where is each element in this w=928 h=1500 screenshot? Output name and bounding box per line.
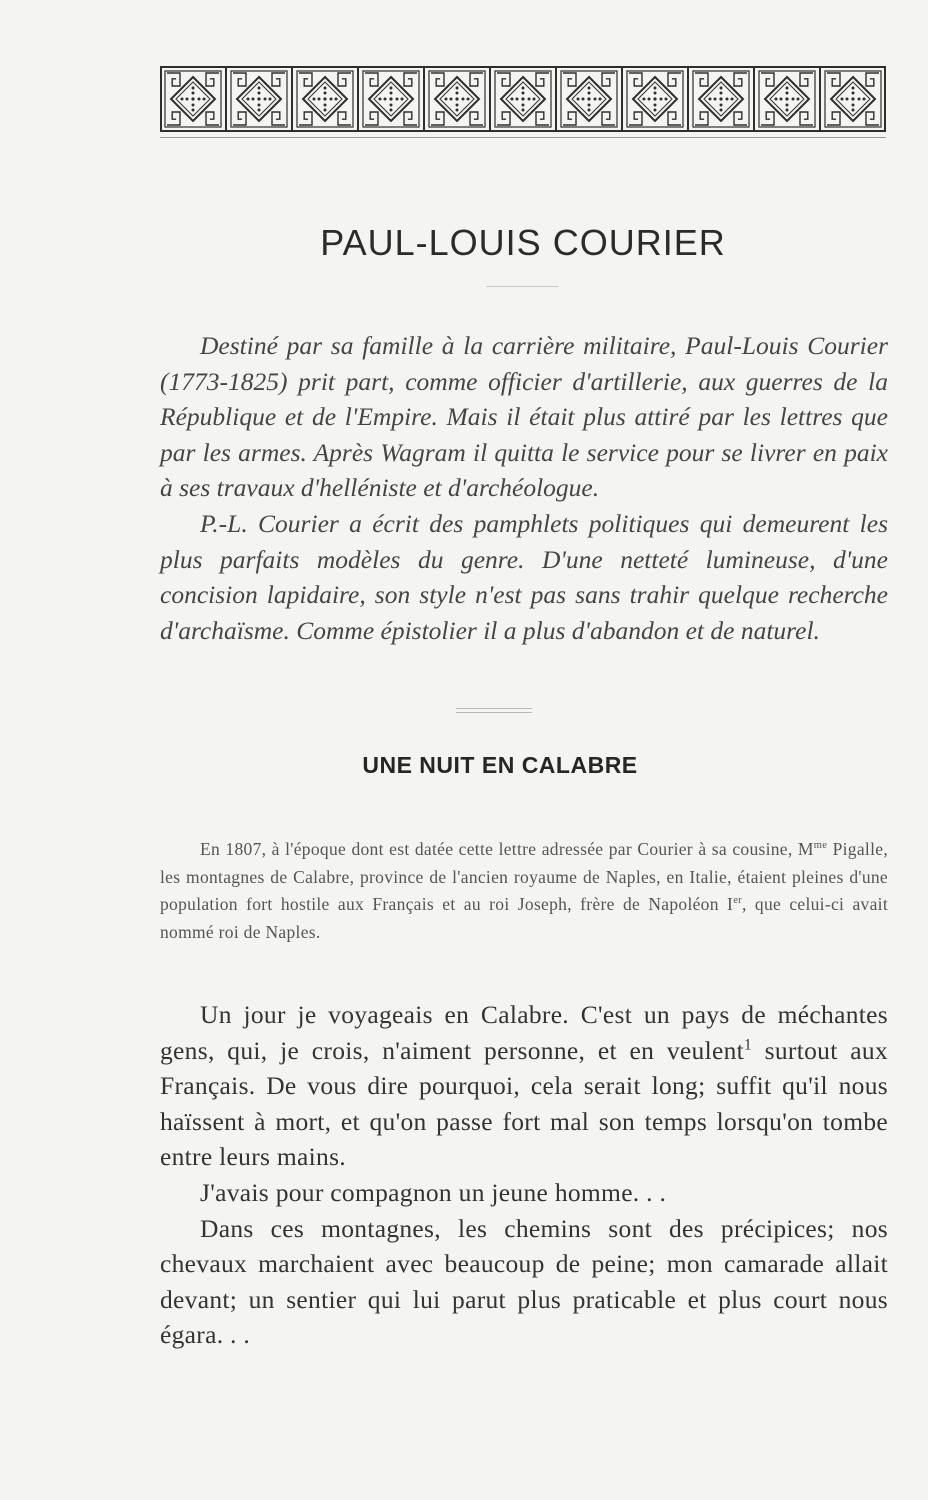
intro-paragraph-1: Destiné par sa famille à la carrière militaire, Paul-Louis Courier (1773-1825) prit part, comme officier d'artillerie, aux guerres de la République et de l'Empire. Mais il était plus attiré par les lettres que par les armes. Après Wagram il quitta le service pour se livrer en paix à ses travaux d'helléniste et d'archéologue. — [160, 331, 888, 503]
ornament-tile — [358, 67, 419, 131]
ornament-tile — [165, 71, 221, 127]
section-heading: UNE NUIT EN CALABRE — [362, 752, 638, 778]
preface-text-a: En 1807, à l'époque dont est datée cette lettre adressée par Courier à sa cousine, M — [200, 839, 814, 859]
ornament-tile — [688, 67, 749, 131]
ornament-tile — [820, 67, 881, 131]
section-divider — [456, 708, 532, 716]
body-paragraph-2: J'avais pour compagnon un jeune homme. . . — [200, 1177, 667, 1207]
page-title: PAUL-LOUIS COURIER — [320, 222, 726, 263]
ornament-tile — [424, 67, 485, 131]
ornament-tile — [292, 67, 353, 131]
ornament-tile — [226, 67, 287, 131]
body-p1-text-b: surtout aux Français. De vous dire pourquoi, cela serait long; suffit qu'il nous haïssent à mort, et qu'on passe fort mal son temps lorsqu'on tombe entre leurs mains. — [160, 1035, 888, 1172]
ornament-underline — [160, 137, 886, 138]
intro-paragraph-2: P.-L. Courier a écrit des pamphlets politiques qui demeurent les plus parfaits modèles du genre. D'une netteté lumineuse, d'une concision lapidaire, son style n'est pas sans trahir quelque recherche d'archaïsme. Comme épistolier il a plus d'abandon et de naturel. — [160, 508, 888, 645]
greek-key-diamond-ornament-icon — [160, 66, 886, 132]
preface-superscript-me: me — [813, 840, 828, 852]
ornament-tile — [490, 67, 551, 131]
preface-text-b: Pigalle, les montagnes de Calabre, province de l'ancien royaume de Naples, en Italie, étaient pleines d'une population fort hostile aux Français et au roi Joseph, frère de Napoléon I — [160, 839, 888, 915]
ornament-tile — [754, 67, 815, 131]
preface-text-c: , que celui-ci avait nommé roi de Naples. — [160, 894, 888, 942]
body-paragraph-1 — [160, 997, 888, 1175]
letter-text — [160, 997, 888, 1353]
preface-paragraph — [160, 836, 888, 946]
title-divider — [486, 286, 558, 287]
preface-superscript-er: er — [733, 895, 742, 907]
section-preface — [160, 836, 888, 946]
ornament-tile — [622, 67, 683, 131]
ornament-tile — [556, 67, 617, 131]
footnote-marker: 1 — [744, 1036, 752, 1054]
greek-key-ornament-band — [160, 66, 886, 132]
body-p1-text-a: Un jour je voyageais en Calabre. C'est un pays de méchantes gens, qui, je crois, n'aiment personne, et en veulent — [160, 1000, 888, 1065]
body-paragraph-3: Dans ces montagnes, les chemins sont des précipices; nos chevaux marchaient avec beaucoup de peine; mon camarade allait devant; un sentier qui lui parut plus praticable et plus court nous égara. . . — [160, 1213, 888, 1350]
author-introduction — [160, 328, 888, 648]
